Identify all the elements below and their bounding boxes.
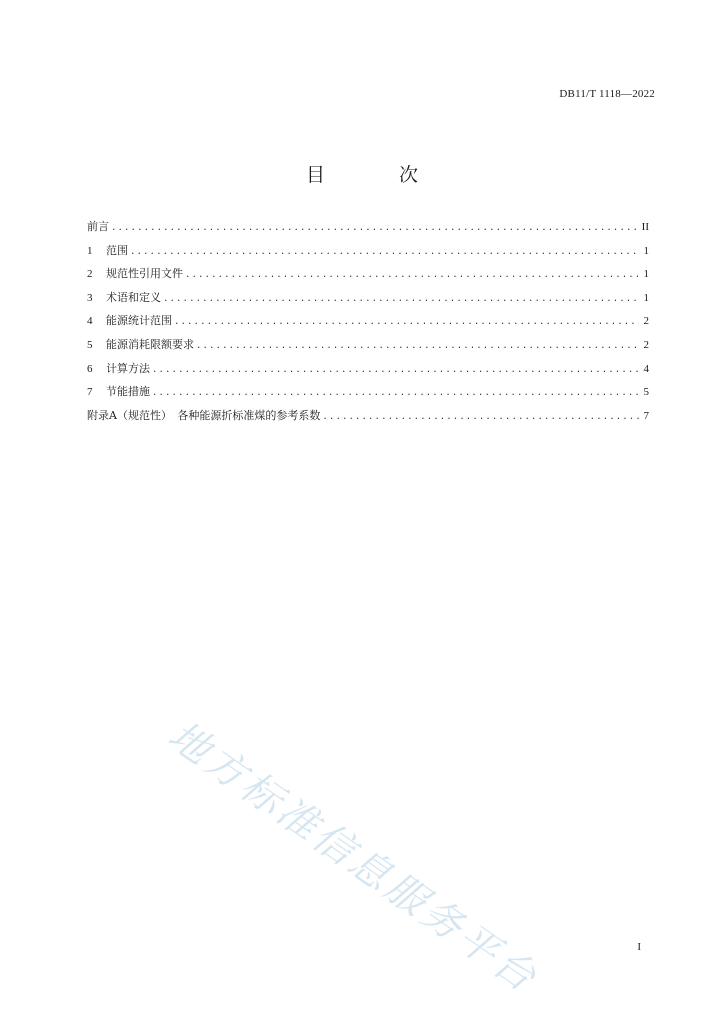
toc-entry-energy-saving-measures[interactable]	[87, 380, 649, 404]
toc-dot-leader	[196, 335, 639, 359]
toc-entry-label: 术语和定义	[106, 290, 161, 304]
toc-list	[87, 215, 649, 427]
toc-entry-number: 2	[87, 268, 93, 281]
page-number: I	[637, 941, 641, 953]
toc-dot-leader	[163, 288, 639, 312]
toc-dot-leader	[185, 264, 639, 288]
toc-entry-consumption-quota[interactable]	[87, 333, 649, 357]
toc-entry-label: 范围	[106, 243, 128, 257]
toc-title: 目 次	[305, 164, 453, 186]
toc-entry-label: 附录A（规范性）	[87, 408, 172, 422]
toc-entry-page: 5	[643, 386, 649, 399]
toc-entry-label: 前言	[87, 220, 109, 233]
toc-entry-number: 3	[87, 291, 93, 304]
toc-entry-label: 计算方法	[106, 361, 150, 375]
toc-entry-page: 4	[643, 362, 649, 375]
toc-entry-label: 能源统计范围	[106, 314, 172, 328]
toc-dot-leader	[322, 406, 639, 430]
toc-entry-energy-statistics-scope[interactable]	[87, 309, 649, 333]
toc-entry-page: II	[641, 221, 649, 233]
toc-entry-number: 6	[87, 362, 93, 375]
toc-entry-number: 7	[87, 386, 93, 399]
standard-code: DB11/T 1118—2022	[559, 88, 655, 100]
toc-entry-foreword[interactable]	[87, 215, 649, 239]
toc-entry-calculation-method[interactable]	[87, 357, 649, 381]
toc-entry-label: 规范性引用文件	[106, 267, 183, 281]
toc-entry-number: 1	[87, 244, 93, 257]
toc-entry-label: 能源消耗限额要求	[106, 337, 194, 351]
watermark-text: 地方标准信息服务平台	[159, 712, 547, 1003]
toc-dot-leader	[111, 217, 639, 241]
toc-dot-leader	[130, 241, 639, 265]
toc-entry-normative-references[interactable]	[87, 262, 649, 286]
toc-entry-sublabel: 各种能源折标准煤的参考系数	[177, 408, 321, 422]
toc-entry-page: 1	[643, 291, 649, 304]
toc-entry-page: 1	[643, 244, 649, 257]
toc-dot-leader	[174, 311, 639, 335]
toc-entry-label: 节能措施	[106, 385, 150, 399]
toc-entry-page: 7	[643, 409, 649, 422]
toc-entry-page: 2	[643, 315, 649, 328]
toc-dot-leader	[152, 382, 639, 406]
toc-entry-terms-definitions[interactable]	[87, 286, 649, 310]
toc-entry-page: 1	[643, 268, 649, 281]
toc-entry-appendix-a[interactable]	[87, 404, 649, 428]
toc-entry-page: 2	[643, 338, 649, 351]
toc-entry-scope[interactable]	[87, 239, 649, 263]
toc-dot-leader	[152, 359, 639, 383]
toc-entry-number: 4	[87, 315, 93, 328]
toc-entry-number: 5	[87, 338, 93, 351]
